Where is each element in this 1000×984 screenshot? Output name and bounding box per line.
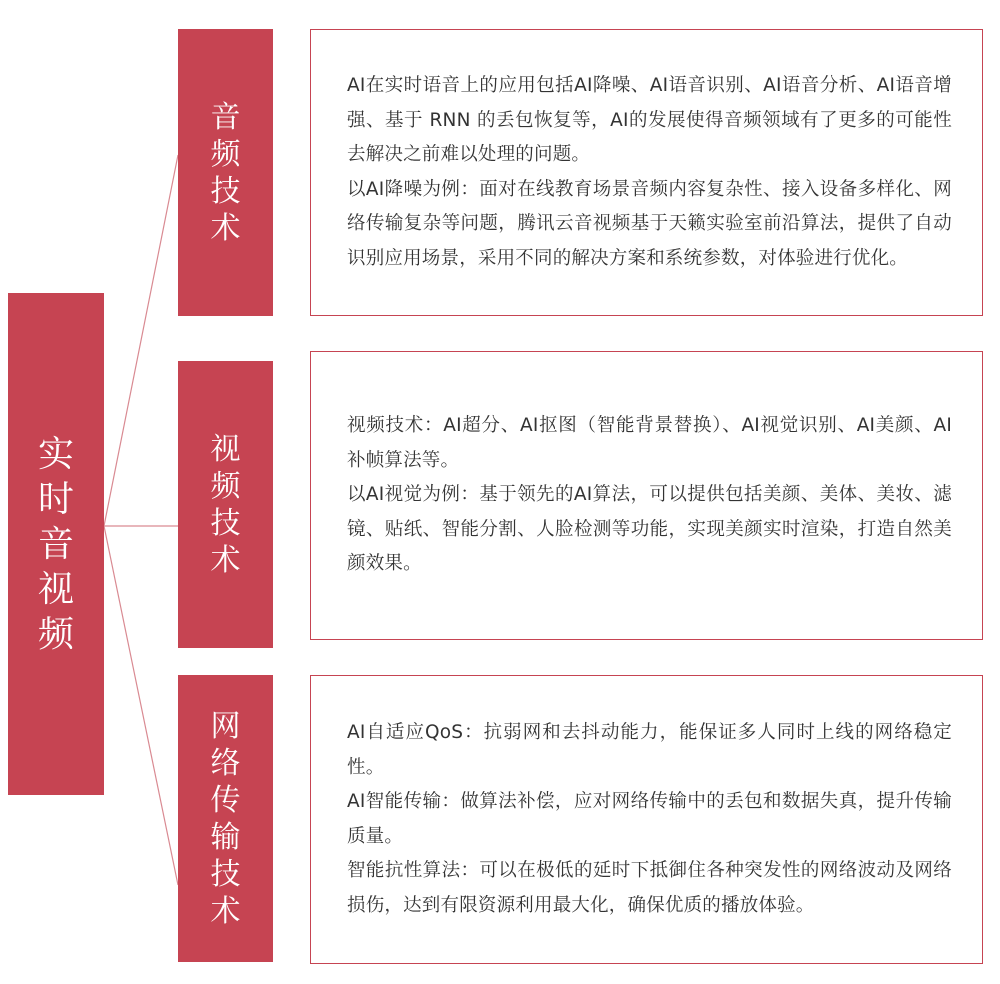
network-paragraph-1: AI自适应QoS：抗弱网和去抖动能力，能保证多人同时上线的网络稳定性。 [347,722,952,778]
connector-to-network [104,526,178,885]
network-paragraph-2: AI智能传输：做算法补偿，应对网络传输中的丢包和数据失真，提升传输质量。 [347,791,952,847]
branch-node-audio [178,29,273,316]
audio-paragraph-1: AI在实时语音上的应用包括AI降噪、AI语音识别、AI语音分析、AI语音增强、基于 RNN 的丢包恢复等，AI的发展使得音频领域有了更多的可能性去解决之前难以处理的问题。 [347,75,952,165]
branch-label-video: 视频技术 [210,431,241,578]
detail-box-audio [310,29,983,316]
root-label: 实时音视频 [38,433,75,655]
branch-node-network [178,675,273,962]
connector-to-audio [104,155,178,526]
root-node [8,293,104,795]
video-paragraph-2: 以AI视觉为例：基于领先的AI算法，可以提供包括美颜、美体、美妆、滤镜、贴纸、智能分割、人脸检测等功能，实现美颜实时渲染，打造自然美颜效果。 [347,484,952,575]
network-paragraph-3: 智能抗性算法：可以在极低的延时下抵御住各种突发性的网络波动及网络损伤，达到有限资源利用最大化，确保优质的播放体验。 [347,860,952,916]
audio-paragraph-2: 以AI降噪为例：面对在线教育场景音频内容复杂性、接入设备多样化、网络传输复杂等问题，腾讯云音视频基于天籁实验室前沿算法，提供了自动识别应用场景，采用不同的解决方案和系统参数，对体验进行优化。 [347,178,952,269]
branch-label-network: 网络传输技术 [210,708,241,929]
video-paragraph-1: 视频技术：AI超分、AI抠图（智能背景替换）、AI视觉识别、AI美颜、AI补帧算法等。 [347,415,952,471]
branch-node-video [178,361,273,648]
detail-box-video [310,351,983,640]
detail-box-network [310,675,983,964]
branch-label-audio: 音频技术 [210,99,241,246]
